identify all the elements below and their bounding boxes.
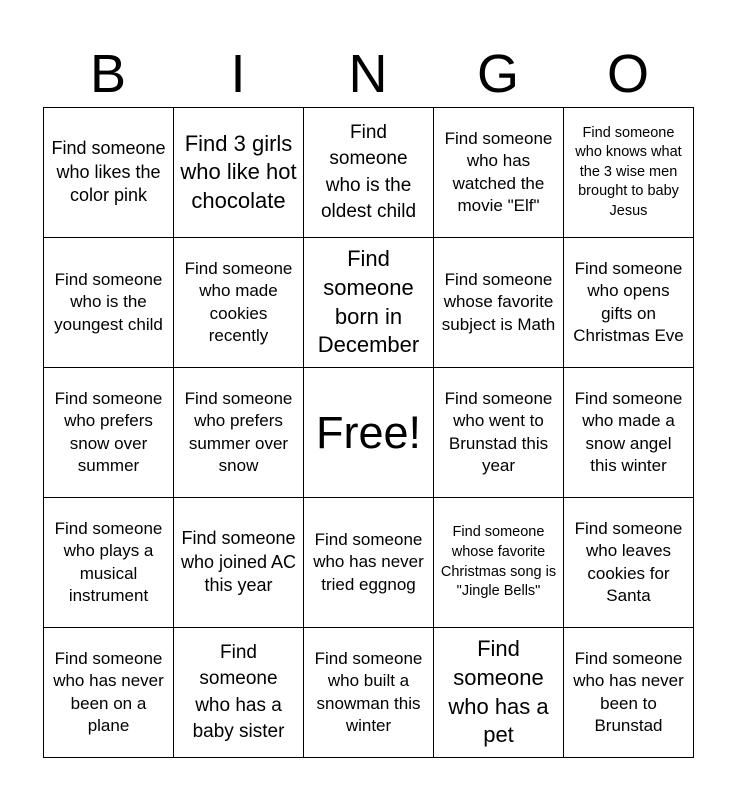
bingo-cell[interactable]: Find someone who knows what the 3 wise men brought to baby Jesus	[564, 108, 694, 238]
free-space[interactable]: Free!	[304, 368, 434, 498]
bingo-cell[interactable]: Find someone who is the youngest child	[44, 238, 174, 368]
bingo-cell[interactable]: Find someone who joined AC this year	[174, 498, 304, 628]
bingo-cell[interactable]: Find someone whose favorite subject is Math	[434, 238, 564, 368]
header-letter-g: G	[476, 44, 519, 104]
bingo-cell[interactable]: Find someone who went to Brunstad this year	[434, 368, 564, 498]
bingo-cell[interactable]: Find someone who has a baby sister	[174, 628, 304, 758]
header-letter-b: B	[89, 44, 127, 104]
header-letter-n: N	[348, 44, 388, 104]
bingo-cell[interactable]: Find someone who has never tried eggnog	[304, 498, 434, 628]
bingo-cell[interactable]: Find someone born in December	[304, 238, 434, 368]
header-letter-o: O	[606, 44, 649, 104]
bingo-header	[43, 40, 693, 108]
bingo-cell[interactable]: Find someone whose favorite Christmas song is "Jingle Bells"	[434, 498, 564, 628]
bingo-cell[interactable]: Find someone who has never been to Brunstad	[564, 628, 694, 758]
bingo-cell[interactable]: Find someone who made a snow angel this winter	[564, 368, 694, 498]
header-letter-i: I	[230, 44, 246, 104]
bingo-cell[interactable]: Find someone who plays a musical instrument	[44, 498, 174, 628]
bingo-cell[interactable]: Find someone who leaves cookies for Santa	[564, 498, 694, 628]
bingo-cell[interactable]: Find someone who prefers summer over snow	[174, 368, 304, 498]
bingo-cell[interactable]: Find someone who has watched the movie "Elf"	[434, 108, 564, 238]
bingo-cell[interactable]: Find someone who built a snowman this winter	[304, 628, 434, 758]
bingo-cell[interactable]: Find someone who has never been on a plane	[44, 628, 174, 758]
bingo-cell[interactable]: Find someone who has a pet	[434, 628, 564, 758]
bingo-grid	[43, 107, 694, 758]
bingo-cell[interactable]: Find someone who prefers snow over summer	[44, 368, 174, 498]
bingo-cell[interactable]: Find someone who opens gifts on Christmas Eve	[564, 238, 694, 368]
bingo-cell[interactable]: Find 3 girls who like hot chocolate	[174, 108, 304, 238]
bingo-cell[interactable]: Find someone who made cookies recently	[174, 238, 304, 368]
bingo-cell[interactable]: Find someone who likes the color pink	[44, 108, 174, 238]
bingo-cell[interactable]: Find someone who is the oldest child	[304, 108, 434, 238]
